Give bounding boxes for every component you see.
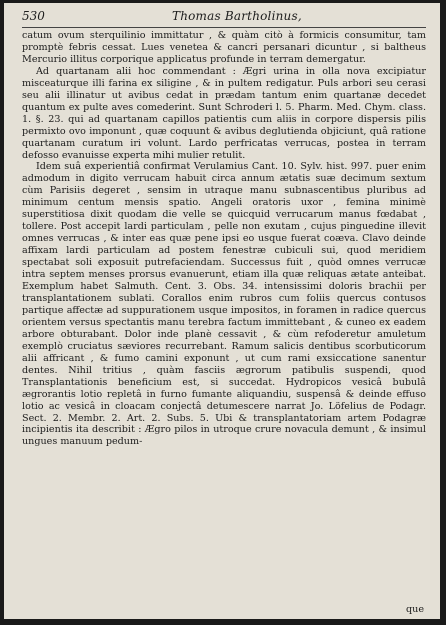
catchword: que bbox=[406, 604, 424, 615]
page-number: 530 bbox=[22, 9, 45, 23]
page-body bbox=[22, 30, 426, 448]
paragraph-quartan: Ad quartanam alii hoc commendant : Ægri urina in olla nova excipiatur misceaturque illi farina ex siligine , & in pultem redigatur. Puls arbori seu cerasi seu alii illinatur ut avibus cedat in prædam tantum enim quartanæ decedet quantum ex pulte aves comederint. Sunt Schroderi l. 5. Pharm. Med. Chym. class. 1. §. 23. qui ad quartanam capillos patientis cum aliis in corpore dispersis pilis permixto ovo imponunt , quæ coquunt & avibus deglutienda objiciunt, quâ ratione quartanam curatum iri volunt. Lardo perfricatas verrucas, postea in terram defosso evanuisse experta mihi mulier retulit. bbox=[22, 65, 426, 161]
book-page bbox=[4, 3, 440, 619]
running-head-title: Thomas Bartholinus, bbox=[172, 9, 302, 23]
paragraph-verulamius: Idem suâ experientiâ confirmat Verulamius Cant. 10. Sylv. hist. 997. puer enim admodum in digito verrucam habuit circa annum ætatis suæ decimum sextum cùm Parisiis degeret , sensim in utraque manu subnascentibus pluribus ad minimum centum mensis spatio. Angeli oratoris uxor , femina minimè superstitiosa dixit quodam die velle se quicquid verrucarum manus fœdabat , tollere. Post accepit lardi particulam , pelle non exutam , cujus pinguedine illevit omnes verrucas , & inter eas quæ pene ipsi eo usque fuerat coæva. Clavo deinde affixam lardi particulam ad postem fenestræ cubiculi sui, quod meridiem spectabat soli exposuit putrefaciendam. Successus fuit , quòd omnes verrucæ intra septem menses prorsus evanuerunt, etiam illa quæ reliquas ætate anteibat. Exemplum habet Salmuth. Cent. 3. Obs. 34. intensissimi doloris brachii per transplantationem sublati. Corallos enim rubros cum foliis quercus contusos partique affectæ ad suppurationem usque impositos, in foramen in radice quercus orientem versus spectantis manu terebra factum immittebant , & cuneo ex eadem arbore obturabant. Dolor inde planè cessavit , & cùm refoderetur amuletum exemplò cruciatus sæviores recurrebant. Ramum salicis dentibus scorbuticorum alii affricant , & fumo camini exponunt , ut cum rami exsiccatione sanentur dentes. Nihil tritius , quàm fasciis ægrorum patibulis suspendi, quod Transplantationis beneficium est, si succedat. Hydropicos vesicâ bubulâ ægrorantis lotio repletâ in furno fumante aliquandiu, suspensâ & deinde effuso lotio ac vesicâ in cloacam conjectâ detumescere narrat Jo. Löfelius de Podagr. Sect. 2. Membr. 2. Art. 2. Subs. 5. Ubi & transplantatoriam artem Podagræ incipientis ita describit : Ægro pilos in utroque crure novacula demunt , & insimul ungues manuum pedum- bbox=[22, 161, 426, 448]
header-rule bbox=[22, 27, 426, 28]
paragraph-continuation: catum ovum sterquilinio immittatur , & quàm citò à formicis consumitur, tam promptè febris cessat. Lues venetea & cancri persanari dicuntur , si baltheus Mercurio illitus corporique applicatus profunde in terram demergatur. bbox=[22, 30, 426, 65]
running-header bbox=[22, 9, 426, 27]
